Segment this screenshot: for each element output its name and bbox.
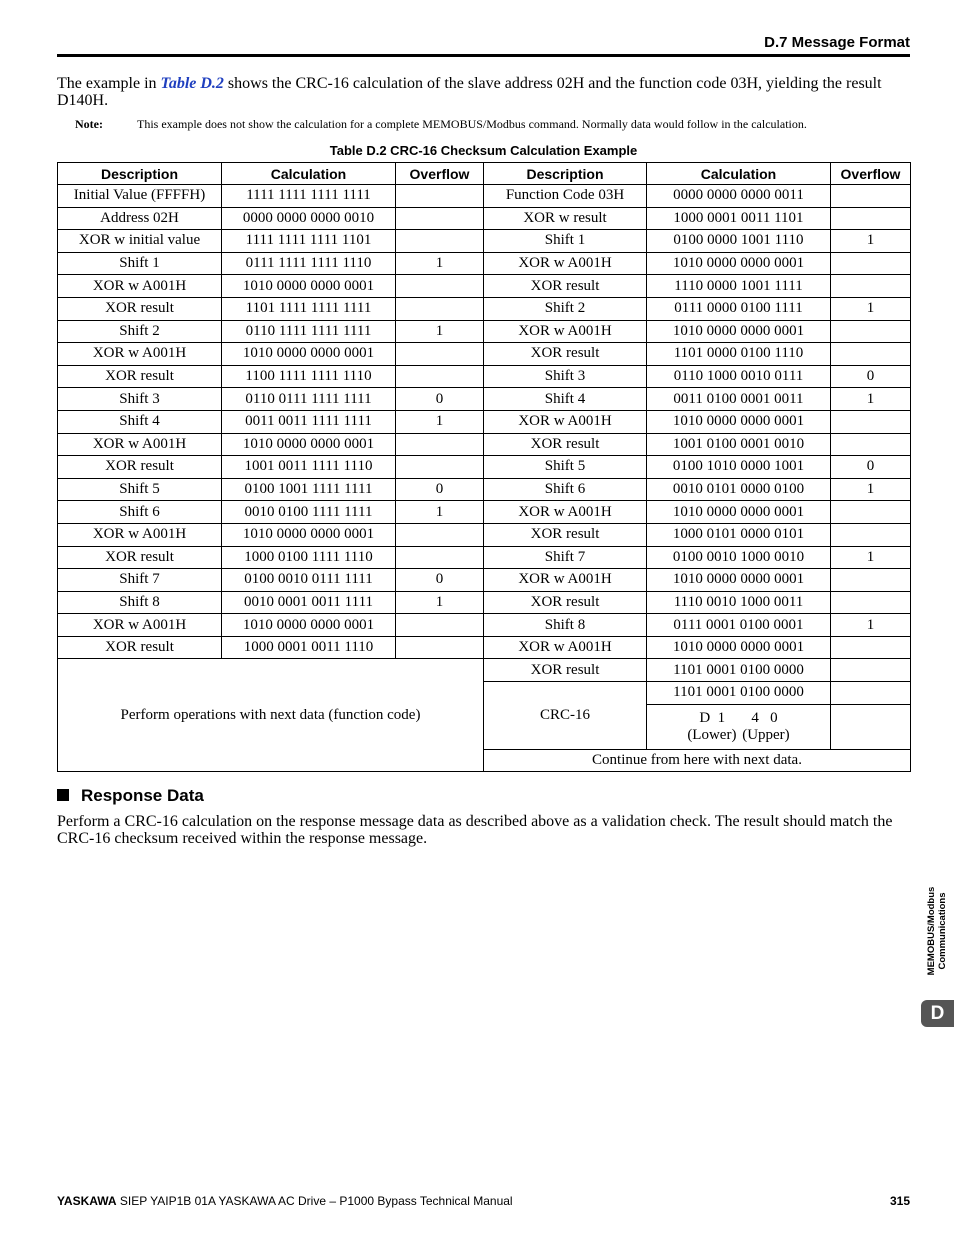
overflow-right-cell	[831, 343, 911, 366]
table-row	[58, 501, 911, 524]
description-right-cell: XOR w A001H	[484, 252, 647, 275]
description-right-cell: Shift 2	[484, 297, 647, 320]
header-overflow-left: Overflow	[396, 163, 484, 185]
section-title: D.7 Message Format	[764, 34, 910, 51]
overflow-left-cell	[396, 275, 484, 298]
table-row	[58, 275, 911, 298]
overflow-right-cell: 1	[831, 297, 911, 320]
calculation-left-cell: 0011 0011 1111 1111	[222, 410, 396, 433]
description-right-cell: Shift 1	[484, 230, 647, 253]
overflow-left-cell	[396, 546, 484, 569]
calculation-right-cell: 1010 0000 0000 0001	[647, 569, 831, 592]
description-right-cell: XOR w A001H	[484, 636, 647, 659]
calculation-right-cell: 0100 0000 1001 1110	[647, 230, 831, 253]
table-caption: Table D.2 CRC-16 Checksum Calculation Example	[329, 143, 638, 158]
crc-hex-overflow	[831, 704, 911, 749]
calculation-left-cell: 0110 0111 1111 1111	[222, 388, 396, 411]
calculation-right-cell: 0100 0010 1000 0010	[647, 546, 831, 569]
description-right-cell: XOR w A001H	[484, 501, 647, 524]
description-left-cell: XOR w initial value	[58, 230, 222, 253]
calculation-right-cell: 1010 0000 0000 0001	[647, 320, 831, 343]
table-row	[58, 343, 911, 366]
calculation-left-cell: 1010 0000 0000 0001	[222, 523, 396, 546]
response-heading	[57, 786, 204, 806]
table-row	[58, 523, 911, 546]
calculation-left-cell: 0110 1111 1111 1111	[222, 320, 396, 343]
description-right-cell: Shift 3	[484, 365, 647, 388]
calculation-left-cell: 1010 0000 0000 0001	[222, 433, 396, 456]
overflow-right-cell	[831, 185, 911, 208]
overflow-left-cell: 1	[396, 501, 484, 524]
description-left-cell: XOR result	[58, 456, 222, 479]
overflow-right-cell: 1	[831, 614, 911, 637]
table-row	[58, 636, 911, 659]
calculation-right-cell: 1110 0000 1001 1111	[647, 275, 831, 298]
overflow-left-cell: 1	[396, 252, 484, 275]
description-left-cell: Shift 7	[58, 569, 222, 592]
header-description-right: Description	[484, 163, 647, 185]
description-left-cell: XOR w A001H	[58, 433, 222, 456]
table-row	[58, 569, 911, 592]
calculation-right-cell: 1010 0000 0000 0001	[647, 252, 831, 275]
calculation-left-cell: 0010 0100 1111 1111	[222, 501, 396, 524]
overflow-left-cell: 0	[396, 388, 484, 411]
overflow-left-cell: 1	[396, 591, 484, 614]
description-right-cell: Shift 8	[484, 614, 647, 637]
table-row	[58, 614, 911, 637]
table-row	[58, 207, 911, 230]
calculation-right-cell: 1101 0000 0100 1110	[647, 343, 831, 366]
description-left-cell: Address 02H	[58, 207, 222, 230]
calculation-right-cell: 1010 0000 0000 0001	[647, 636, 831, 659]
overflow-left-cell	[396, 523, 484, 546]
calculation-left-cell: 1111 1111 1111 1111	[222, 185, 396, 208]
intro-text-start: The example in	[57, 75, 161, 92]
description-left-cell: Shift 1	[58, 252, 222, 275]
calculation-left-cell: 0111 1111 1111 1110	[222, 252, 396, 275]
header-calculation-right: Calculation	[647, 163, 831, 185]
crc-byte-order: (Lower) (Upper)	[687, 726, 790, 743]
calculation-left-cell: 1101 1111 1111 1111	[222, 297, 396, 320]
calculation-left-cell: 1000 0001 0011 1110	[222, 636, 396, 659]
final-xor-label: XOR result	[484, 659, 647, 682]
description-left-cell: XOR w A001H	[58, 614, 222, 637]
crc-binary-value: 1101 0001 0100 0000	[647, 682, 831, 705]
header-overflow-right: Overflow	[831, 163, 911, 185]
description-right-cell: XOR result	[484, 523, 647, 546]
table-row	[58, 591, 911, 614]
calculation-right-cell: 0000 0000 0000 0011	[647, 185, 831, 208]
overflow-left-cell	[396, 614, 484, 637]
calculation-left-cell: 1010 0000 0000 0001	[222, 614, 396, 637]
description-left-cell: XOR w A001H	[58, 523, 222, 546]
calculation-left-cell: 1001 0011 1111 1110	[222, 456, 396, 479]
description-left-cell: Initial Value (FFFFH)	[58, 185, 222, 208]
description-right-cell: Shift 6	[484, 478, 647, 501]
response-heading-text: Response Data	[81, 786, 204, 805]
calculation-right-cell: 0100 1010 0000 1001	[647, 456, 831, 479]
overflow-left-cell: 0	[396, 569, 484, 592]
final-row-xor	[58, 659, 911, 682]
table-row	[58, 185, 911, 208]
overflow-right-cell	[831, 433, 911, 456]
response-paragraph: Perform a CRC-16 calculation on the response message data as described above as a validation check. The result should match the CRC-16 checksum received within the response message.	[57, 813, 893, 847]
overflow-right-cell	[831, 636, 911, 659]
calculation-right-cell: 0010 0101 0000 0100	[647, 478, 831, 501]
table-row	[58, 410, 911, 433]
description-left-cell: Shift 6	[58, 501, 222, 524]
calculation-left-cell: 1000 0100 1111 1110	[222, 546, 396, 569]
crc-binary-overflow	[831, 682, 911, 705]
calculation-right-cell: 0110 1000 0010 0111	[647, 365, 831, 388]
table-row	[58, 297, 911, 320]
chapter-tab[interactable]: D	[921, 1000, 954, 1027]
calculation-right-cell: 0111 0000 0100 1111	[647, 297, 831, 320]
crc-hex-cell	[647, 704, 831, 749]
side-tab-label	[923, 876, 951, 986]
overflow-right-cell: 0	[831, 456, 911, 479]
table-row	[58, 388, 911, 411]
overflow-left-cell	[396, 207, 484, 230]
calculation-right-cell: 0111 0001 0100 0001	[647, 614, 831, 637]
overflow-right-cell: 1	[831, 546, 911, 569]
overflow-right-cell	[831, 501, 911, 524]
calculation-left-cell: 1010 0000 0000 0001	[222, 343, 396, 366]
overflow-right-cell: 1	[831, 388, 911, 411]
calculation-right-cell: 1000 0101 0000 0101	[647, 523, 831, 546]
continue-note: Continue from here with next data.	[484, 749, 911, 772]
description-right-cell: Shift 7	[484, 546, 647, 569]
calculation-left-cell: 1010 0000 0000 0001	[222, 275, 396, 298]
crc-label: CRC-16	[484, 682, 647, 750]
description-right-cell: XOR result	[484, 343, 647, 366]
overflow-right-cell	[831, 207, 911, 230]
calculation-right-cell: 0011 0100 0001 0011	[647, 388, 831, 411]
table-row	[58, 230, 911, 253]
overflow-right-cell: 0	[831, 365, 911, 388]
final-xor-overflow	[831, 659, 911, 682]
table-row	[58, 433, 911, 456]
overflow-right-cell	[831, 252, 911, 275]
overflow-right-cell	[831, 275, 911, 298]
overflow-left-cell	[396, 636, 484, 659]
calculation-left-cell: 0100 0010 0111 1111	[222, 569, 396, 592]
calculation-left-cell: 1111 1111 1111 1101	[222, 230, 396, 253]
final-xor-value: 1101 0001 0100 0000	[647, 659, 831, 682]
description-right-cell: XOR w A001H	[484, 410, 647, 433]
overflow-left-cell: 1	[396, 320, 484, 343]
intro-text-end: shows the CRC-16 calculation of the slave address 02H and the function code 03H, yielding the result D140H.	[57, 75, 882, 109]
table-body	[58, 185, 911, 659]
header-calculation-left: Calculation	[222, 163, 396, 185]
description-right-cell: XOR result	[484, 591, 647, 614]
calculation-right-cell: 1010 0000 0000 0001	[647, 410, 831, 433]
overflow-left-cell: 0	[396, 478, 484, 501]
description-right-cell: XOR w A001H	[484, 320, 647, 343]
description-left-cell: XOR result	[58, 636, 222, 659]
table-row	[58, 252, 911, 275]
description-right-cell: Function Code 03H	[484, 185, 647, 208]
overflow-left-cell	[396, 297, 484, 320]
description-left-cell: Shift 2	[58, 320, 222, 343]
overflow-right-cell: 1	[831, 478, 911, 501]
table-row	[58, 456, 911, 479]
calculation-left-cell: 1100 1111 1111 1110	[222, 365, 396, 388]
description-right-cell: XOR w result	[484, 207, 647, 230]
calculation-right-cell: 1001 0100 0001 0010	[647, 433, 831, 456]
table-row	[58, 320, 911, 343]
description-left-cell: Shift 5	[58, 478, 222, 501]
description-left-cell: XOR w A001H	[58, 275, 222, 298]
description-right-cell: Shift 4	[484, 388, 647, 411]
side-tab-line-2: Communications	[937, 892, 948, 970]
table-header-row	[58, 163, 911, 185]
overflow-right-cell	[831, 410, 911, 433]
overflow-left-cell: 1	[396, 410, 484, 433]
overflow-left-cell	[396, 433, 484, 456]
overflow-right-cell	[831, 591, 911, 614]
calculation-left-cell: 0010 0001 0011 1111	[222, 591, 396, 614]
footer-document-title	[57, 1194, 513, 1208]
description-left-cell: XOR w A001H	[58, 343, 222, 366]
description-left-cell: Shift 4	[58, 410, 222, 433]
description-right-cell: XOR result	[484, 275, 647, 298]
overflow-left-cell	[396, 343, 484, 366]
table-row	[58, 478, 911, 501]
description-left-cell: Shift 8	[58, 591, 222, 614]
calculation-left-cell: 0000 0000 0000 0010	[222, 207, 396, 230]
footer-brand: YASKAWA	[57, 1194, 117, 1208]
table-row	[58, 546, 911, 569]
overflow-left-cell	[396, 365, 484, 388]
description-left-cell: XOR result	[58, 546, 222, 569]
crc-table	[57, 162, 911, 772]
note-label: Note:	[75, 117, 103, 131]
overflow-left-cell	[396, 185, 484, 208]
overflow-right-cell	[831, 523, 911, 546]
description-right-cell: Shift 5	[484, 456, 647, 479]
page-number: 315	[889, 1194, 910, 1208]
note	[75, 117, 915, 132]
description-left-cell: Shift 3	[58, 388, 222, 411]
calculation-right-cell: 1010 0000 0000 0001	[647, 501, 831, 524]
side-tab-line-1: MEMOBUS/Modbus	[926, 886, 937, 976]
description-right-cell: XOR result	[484, 433, 647, 456]
side-tab-rotated-text	[926, 887, 948, 976]
overflow-right-cell: 1	[831, 230, 911, 253]
intro-paragraph	[57, 75, 910, 109]
footer-doc-name: SIEP YAIP1B 01A YASKAWA AC Drive – P1000 Bypass Technical Manual	[116, 1194, 513, 1208]
header-rule	[57, 54, 910, 57]
note-text: This example does not show the calculation for a complete MEMOBUS/Modbus command. Normally data would follow in the calculation.	[137, 117, 807, 131]
overflow-right-cell	[831, 320, 911, 343]
calculation-right-cell: 1110 0010 1000 0011	[647, 591, 831, 614]
table-reference-link[interactable]: Table D.2	[160, 75, 224, 92]
description-right-cell: XOR w A001H	[484, 569, 647, 592]
calculation-left-cell: 0100 1001 1111 1111	[222, 478, 396, 501]
overflow-left-cell	[396, 230, 484, 253]
calculation-right-cell: 1000 0001 0011 1101	[647, 207, 831, 230]
table-row	[58, 365, 911, 388]
final-left-cell: Perform operations with next data (function code)	[58, 659, 484, 772]
overflow-right-cell	[831, 569, 911, 592]
header-description-left: Description	[58, 163, 222, 185]
crc-hex-value: D 1 4 0	[699, 709, 778, 726]
description-left-cell: XOR result	[58, 365, 222, 388]
description-left-cell: XOR result	[58, 297, 222, 320]
overflow-left-cell	[396, 456, 484, 479]
square-bullet-icon	[57, 789, 69, 801]
